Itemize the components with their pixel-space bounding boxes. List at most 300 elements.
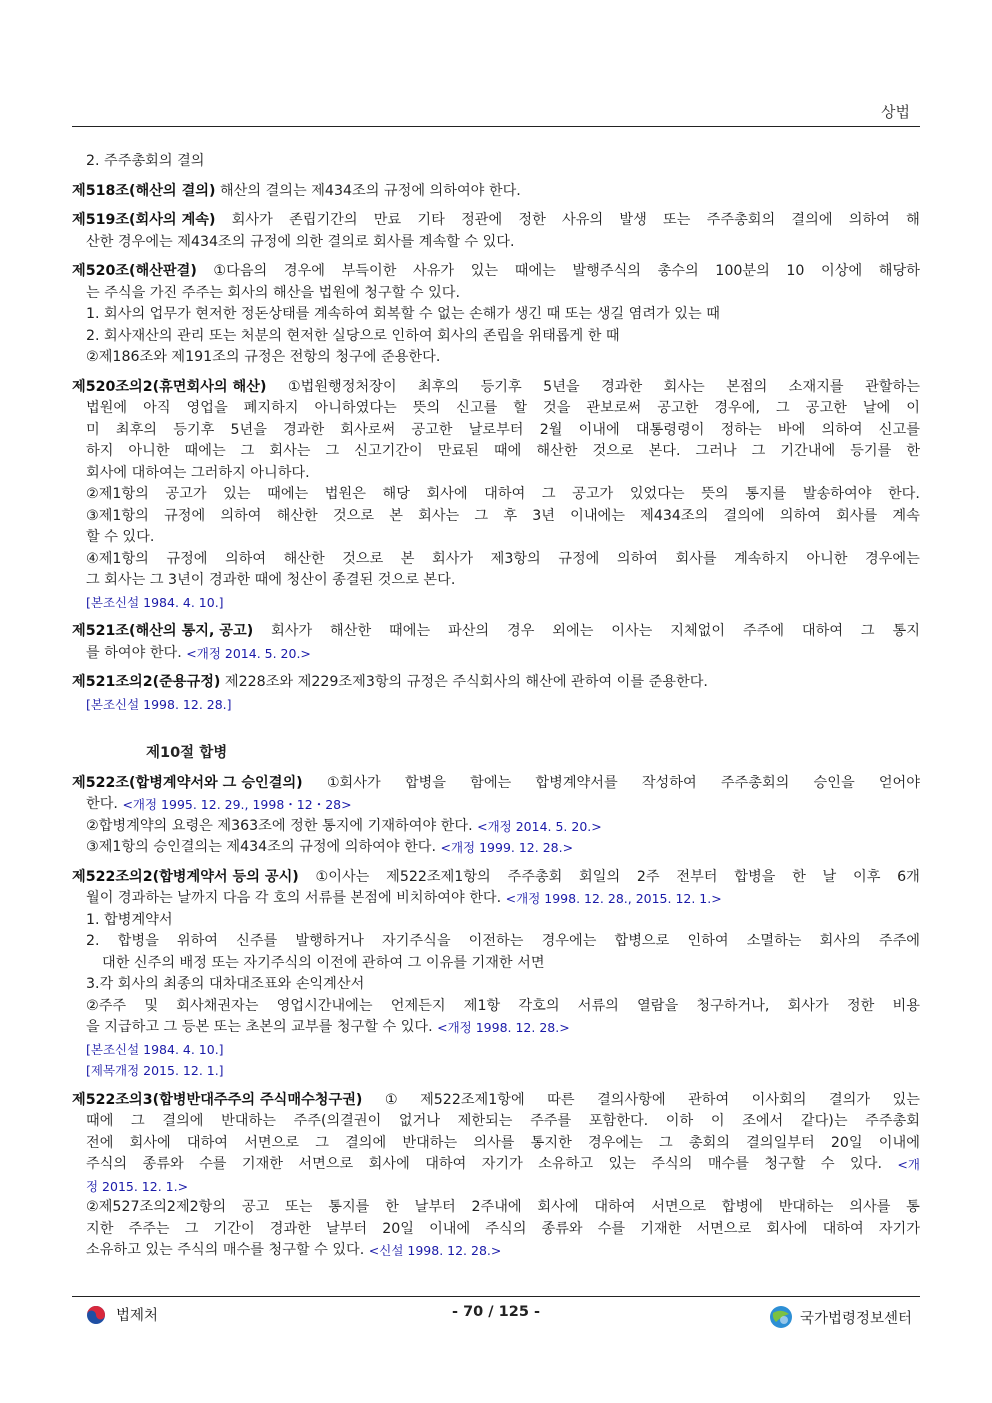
text-word: 존립기간의 [289,212,358,228]
text-word: 해산한 [283,550,325,567]
text-word: 후 [503,507,518,524]
text-word: 회사에 [426,486,468,502]
text-word: 공고가 [572,486,614,502]
text-line [72,773,920,795]
footer-org: 법제처 [116,1308,159,1324]
text-word: 정한 [846,997,875,1014]
amendment-note: [본조신설 1998. 12. 28.] [86,696,232,712]
text-word: 통 [906,1199,920,1215]
text-word: 회사는 [269,443,311,459]
text-word: 대하여 [801,623,844,639]
text-line [72,621,920,643]
text-word: 결의에 [345,1134,387,1151]
text-word: 경우에는 [587,1134,643,1151]
text-word: 공고한 [805,400,847,416]
text-word: 주주(의결권이 [293,1113,382,1129]
text-word: 규정에 [558,550,600,567]
text-segment: 2. 주주총회의 결의 [86,153,205,169]
text-word: 또는 [285,1199,313,1215]
text-line [72,347,920,369]
text-word: 대하여 [484,486,526,502]
text-word: 미 [86,421,100,438]
text-word: 5년을 [543,378,580,395]
text-line [72,672,920,694]
text-word: 있는 [470,263,499,279]
text-word: 이사회의 [751,1091,807,1108]
text-line [72,888,920,910]
text-word: 합병을 [117,933,159,949]
text-word: 정하는 [720,421,762,438]
text-segment: 3.각 회사의 최종의 대차대조표와 손익계산서 [86,976,365,992]
text-word: 규정에 [164,507,206,524]
text-word: 회사에 [537,1199,579,1215]
text-word: 바에 [777,421,806,438]
text-word: 6개 [897,868,920,885]
header-divider [72,126,920,127]
text-word: 소재지를 [788,378,844,395]
text-word: 한 [906,443,920,459]
text-word: 그러나 [695,443,737,459]
text-word: 날부터 [325,1220,368,1237]
text-word: 파산의 [448,623,490,639]
text-word: 정한 [518,212,546,228]
text-word: 아니한 [806,550,848,567]
text-word: 위하여 [176,933,219,949]
text-word: ②제527조의2제2항의 [86,1199,227,1215]
text-word: 회사를 [836,507,878,524]
text-word: 이내에 [878,1134,920,1151]
text-word: 소멸하는 [746,933,802,949]
text-word: 한 [385,1199,399,1215]
text-segment: 1. 합병계약서 [86,911,173,928]
text-word: 제522조제1항에 [420,1091,525,1108]
text-word: 따른 [547,1091,575,1108]
text-line [72,743,920,765]
text-segment: 회사에 대하여는 그러하지 아니하다. [86,464,310,481]
text-word: 그 [315,1134,329,1151]
text-word: 함에는 [470,774,512,791]
text-word: 것으로 [592,443,634,459]
text-word: 제한되는 [457,1113,513,1129]
text-word: 서면으로 [651,1199,707,1215]
text-word: 신고를 [456,400,498,416]
text-word: 것을 [543,400,571,416]
text-word: 그 [184,1220,199,1237]
text-line [72,484,920,506]
text-word: 회사에 [368,1156,410,1172]
text-word: 경우 [507,623,535,639]
globe-logo-icon [768,1304,794,1330]
text-line [72,398,920,420]
text-line [72,210,920,232]
text-word: 의하여 [821,421,863,438]
text-word: 반대하는 [221,1113,276,1129]
text-word: 계속하지 [734,550,789,567]
text-segment: 1. 회사의 업무가 현저한 정돈상태를 계속하여 회복할 수 없는 손해가 생긴 때 또는 생길 염려가 있는 때 [86,306,720,322]
text-line [72,506,920,528]
article-title: 제522조(합병계약서와 그 승인결의) [72,774,303,791]
text-word: 해산한 [536,443,578,459]
text-word: 주주를 [530,1113,572,1129]
text-word: 서면으로 [696,1220,752,1237]
text-word: 이상에 [821,263,863,279]
text-word: 그 [240,443,255,459]
text-segment: 을 지급하고 그 등본 또는 초본의 교부를 청구할 수 있다. [86,1019,438,1035]
text-word: ① [384,1091,398,1108]
text-word: 정관에 [461,212,503,228]
text-word: 또는 [663,212,691,228]
footer-right [768,1304,912,1330]
text-word: 조에서 [742,1113,784,1129]
text-word: 전부터 [676,868,718,885]
text-word: 회사가 [787,997,829,1014]
text-word: 없거나 [398,1113,441,1129]
text-line [72,1060,920,1082]
text-word: 공고한 [657,400,699,416]
text-word: 의하여 [220,507,262,524]
text-word: 기간내에 [780,443,836,459]
text-word: 같다)는 [800,1113,848,1129]
text-word: 대하여 [822,1220,864,1237]
text-word: 하지 [86,443,114,459]
text-line [72,549,920,571]
text-word: 본점의 [726,378,768,395]
text-line [72,974,920,996]
text-word: ②제1항의 [86,486,149,502]
text-word: 한 [792,868,806,885]
text-segment: 한다. [86,796,123,812]
amendment-note: <개정 1998. 12. 28.> [437,1020,570,1035]
text-word: 회사의 [819,933,861,949]
article-title: 제519조(회사의 계속) [72,212,216,228]
text-word: 작성하여 [641,774,697,791]
text-word: 회사로써 [340,421,396,438]
text-word: 지한 [86,1220,114,1237]
amendment-note: 정 2015. 12. 1.> [86,1178,189,1194]
text-word: 때에 [493,443,522,459]
text-word: 종류와 [541,1220,583,1237]
text-word: 있는 [892,1091,920,1108]
text-word: 주주에 [878,933,920,949]
text-word: 이내에는 [570,507,625,524]
text-word: 비용 [892,997,920,1014]
text-word: 그 [131,1113,145,1129]
text-line [72,326,920,348]
text-word: 이 [710,1113,725,1129]
text-word: 서면으로 [298,1156,354,1172]
text-word: 서류의 [577,997,619,1014]
text-word: 그 [325,443,340,459]
text-line [72,867,920,889]
text-word: 주식의 [485,1220,527,1237]
text-word: 이후 [853,868,881,885]
footer-center-name: 국가법령정보센터 [799,1310,912,1327]
amendment-note: [제목개정 2015. 12. 1.] [86,1063,224,1078]
text-word: 승인을 [813,774,855,791]
text-word: 전에 [86,1134,114,1151]
text-word: 2주 [636,868,660,885]
text-word: 영업을 [186,400,228,416]
text-word: 5년을 [230,421,267,438]
text-word: 관하여 [688,1091,730,1108]
text-word: 주주는 [128,1220,170,1237]
text-line [72,304,920,326]
amendment-note: <개정 2014. 5. 20.> [186,645,311,661]
text-word: 최후의 [418,378,460,395]
text-word: 그 [474,507,489,524]
amendment-note: <개정 2014. 5. 20.> [477,818,602,834]
text-segment: ③제1항의 승인결의는 제434조의 규정에 의하여야 한다. [86,839,441,855]
text-word: 총회의 [688,1134,730,1151]
text-word: 공고가 [165,486,207,502]
text-line [72,261,920,283]
text-word: 자기가 [481,1156,523,1172]
text-word: 그 [541,486,556,502]
text-word: ④제1항의 [86,550,149,567]
text-word: 이 [906,400,920,416]
text-line [72,283,920,305]
text-word: 의하여 [779,507,821,524]
amendment-note: <개정 1998. 12. 28., 2015. 12. 1.> [505,891,722,906]
amendment-note: <개정 1995. 12. 29., 1998・12・28> [122,797,352,812]
text-word: 통지 [892,623,920,639]
text-word: 경우에 [283,263,325,279]
text-word: 그 [776,400,790,416]
text-line [72,996,920,1018]
text-word: 경과한 [601,378,643,395]
text-word: 있는 [223,486,251,502]
text-word: 아니한 [128,443,170,459]
text-word: 관할하는 [865,378,920,395]
text-word: 회사가 [432,550,474,567]
amendment-note: [본조신설 1984. 4. 10.] [86,1041,224,1057]
text-word: ②주주 [86,997,127,1014]
text-word: 청구하거나, [696,997,770,1014]
text-line [72,1154,920,1176]
text-word: 있는 [608,1156,636,1172]
text-word: 최후의 [115,421,158,438]
text-line [72,1017,920,1039]
text-word: 이하 [665,1113,694,1129]
text-word: 언제든지 [390,997,446,1014]
text-word: 발행하거나 [295,933,364,949]
text-word: 신고를 [878,421,920,438]
text-word: 총수의 [657,263,699,279]
text-line [72,1219,920,1241]
text-word: 수 [820,1156,835,1172]
text-word: 주주에 [742,623,785,639]
text-word: 발송하여야 [802,486,872,502]
text-line [72,910,920,932]
text-segment: 할 수 있다. [86,529,155,545]
text-word: 계속 [892,507,920,524]
text-word: 한다. [887,486,920,502]
text-word: 그 [860,623,875,639]
text-segment: ②제186조와 제191조의 규정은 전항의 청구에 준용한다. [86,349,441,365]
text-word: 회사채권자는 [176,997,259,1014]
text-word: 합병을 [734,868,776,885]
text-word: 해당하 [878,263,920,279]
text-word: 관보로써 [586,400,642,416]
text-word: 20일 [830,1134,863,1151]
text-word: 때에는 [514,263,556,279]
text-word: 경우에는 [865,550,920,567]
text-word: 경과한 [283,421,325,438]
article-title: 제522조의2(합병계약서 등의 공시) [72,868,299,885]
text-word: 얻어야 [878,774,920,791]
text-line [72,1111,920,1133]
text-word: 때에는 [184,443,226,459]
text-word: 때에 [86,1113,114,1129]
text-word: 의사를 [473,1134,515,1151]
text-word: 경우에는 [541,933,597,949]
text-word: 경우에, [714,400,761,416]
text-line [72,643,920,665]
text-line [72,1176,920,1198]
text-line [72,931,920,953]
text-word: 주주총회의 [706,212,776,228]
text-word: 지체없이 [670,623,726,639]
text-word: 이사는 [611,623,653,639]
text-segment: 를 하여야 한다. [86,644,187,661]
text-word: 의하여 [616,550,658,567]
text-segment: 소유하고 있는 주식의 매수를 청구할 수 있다. [86,1242,369,1258]
text-line [72,592,920,614]
amendment-note: <신설 1998. 12. 28.> [368,1243,502,1258]
text-segment: 해산의 결의는 제434조의 규정에 의하여야 한다. [215,182,521,199]
text-word: ①다음의 [213,263,268,279]
text-word: 합병으로 [614,933,670,949]
amendment-note: <개정 1999. 12. 28.> [440,840,574,855]
text-word: 통지한 [530,1134,572,1151]
text-word: 사유의 [562,212,604,228]
text-word: 3년 [532,507,555,524]
text-line [72,1133,920,1155]
text-word: 소유하고 [538,1156,594,1172]
text-word: 날에 [862,400,891,416]
text-word: 날로부터 [468,421,524,438]
text-word: 있었다는 [629,486,685,502]
text-word: 있다. [850,1156,882,1172]
text-word: 기간이 [213,1220,255,1237]
text-word: 회사에 [766,1220,808,1237]
text-word: 결의사항에 [597,1091,666,1108]
text-line [72,816,920,838]
amendment-note: [본조신설 1984. 4. 10.] [86,594,224,610]
text-word: 100분의 [715,263,770,279]
text-word: 해산한 [330,623,372,639]
text-word: 각호의 [518,997,560,1014]
text-word: 때에는 [267,486,309,502]
page-number: - 70 / 125 - [452,1304,540,1320]
article-title: 제522조의3(합병반대주주의 주식매수청구권) [72,1091,363,1108]
text-word: 합병을 [404,774,446,791]
text-word: 만료된 [437,443,479,459]
text-word: 회사를 [675,550,717,567]
text-word: 의사를 [849,1199,891,1215]
text-word: 영업시간내에는 [276,997,373,1014]
text-segment: 그 회사는 그 3년이 경과한 때에 청산이 종결된 것으로 본다. [86,572,456,588]
text-word: 대하여 [594,1199,636,1215]
article-title: 제520조의2(휴면회사의 해산) [72,378,267,395]
text-word: 회사는 [663,378,705,395]
text-word: 뜻의 [412,400,441,416]
text-word: 기재한 [640,1220,682,1237]
text-word: 날부터 [414,1199,456,1215]
text-word: 뜻의 [701,486,729,502]
text-word: 제1항 [463,997,501,1014]
text-word: 기재한 [241,1156,284,1172]
text-word: 회사가 [271,623,313,639]
text-word: 법원에 [86,400,128,416]
text-word: 수를 [597,1220,626,1237]
footer-divider [72,1296,920,1297]
text-word: 20일 [382,1220,414,1237]
text-word: 해당 [382,486,410,502]
text-word: 이내에 [429,1220,471,1237]
text-word: 만료 [373,212,402,228]
text-word: 2월 [539,421,563,438]
text-word: 그 [658,1134,673,1151]
text-word: 결의에 [162,1113,204,1129]
text-word: 의하여 [224,550,267,567]
text-word: 종류와 [142,1156,184,1172]
text-line [72,694,920,716]
text-word: 본 [400,550,415,567]
text-word: 반대하는 [402,1134,458,1151]
article-title: 제520조(해산판결) [72,263,197,279]
text-line [72,1090,920,1112]
amendment-note: <개 [897,1157,920,1172]
text-word: 규정에 [166,550,208,567]
text-word: 자기주식을 [382,933,451,949]
text-line [72,420,920,442]
text-word: 열람을 [637,997,679,1014]
text-word: 것으로 [332,507,375,524]
text-word: 회일의 [579,868,621,885]
text-word: 법원은 [324,486,366,502]
text-word: 부득이한 [341,263,397,279]
text-word: 회사가 [231,212,273,228]
text-word: 회사에 [129,1134,171,1151]
text-word: 주식의 [651,1156,693,1172]
text-word: 발생 [619,212,647,228]
text-word: 본 [389,507,403,524]
text-word: 아직 [143,400,171,416]
text-line [72,232,920,254]
text-word: 폐지하지 [243,400,299,416]
text-word: 결의일부터 [746,1134,815,1151]
text-word: ①법원행정처장이 [287,378,397,395]
text-word: 주주총회의 [720,774,790,791]
text-word: 결의에 [723,507,765,524]
text-word: 제434조의 [640,507,709,524]
text-line [72,441,920,463]
text-line [72,1039,920,1061]
text-line [72,570,920,592]
text-word: 등기후 [173,421,215,438]
text-word: 주주총회 [865,1113,920,1129]
text-word: 인하여 [687,933,729,949]
text-word: 대하여 [425,1156,467,1172]
text-line [72,1240,920,1262]
text-segment: 는 주식을 가진 주주는 회사의 해산을 법원에 청구할 수 있다. [86,284,461,301]
text-word: 자기가 [878,1220,920,1237]
text-word: 기타 [417,212,445,228]
text-word: 반대하는 [778,1199,834,1215]
text-word: 공고 [241,1199,270,1215]
text-line [72,953,920,975]
